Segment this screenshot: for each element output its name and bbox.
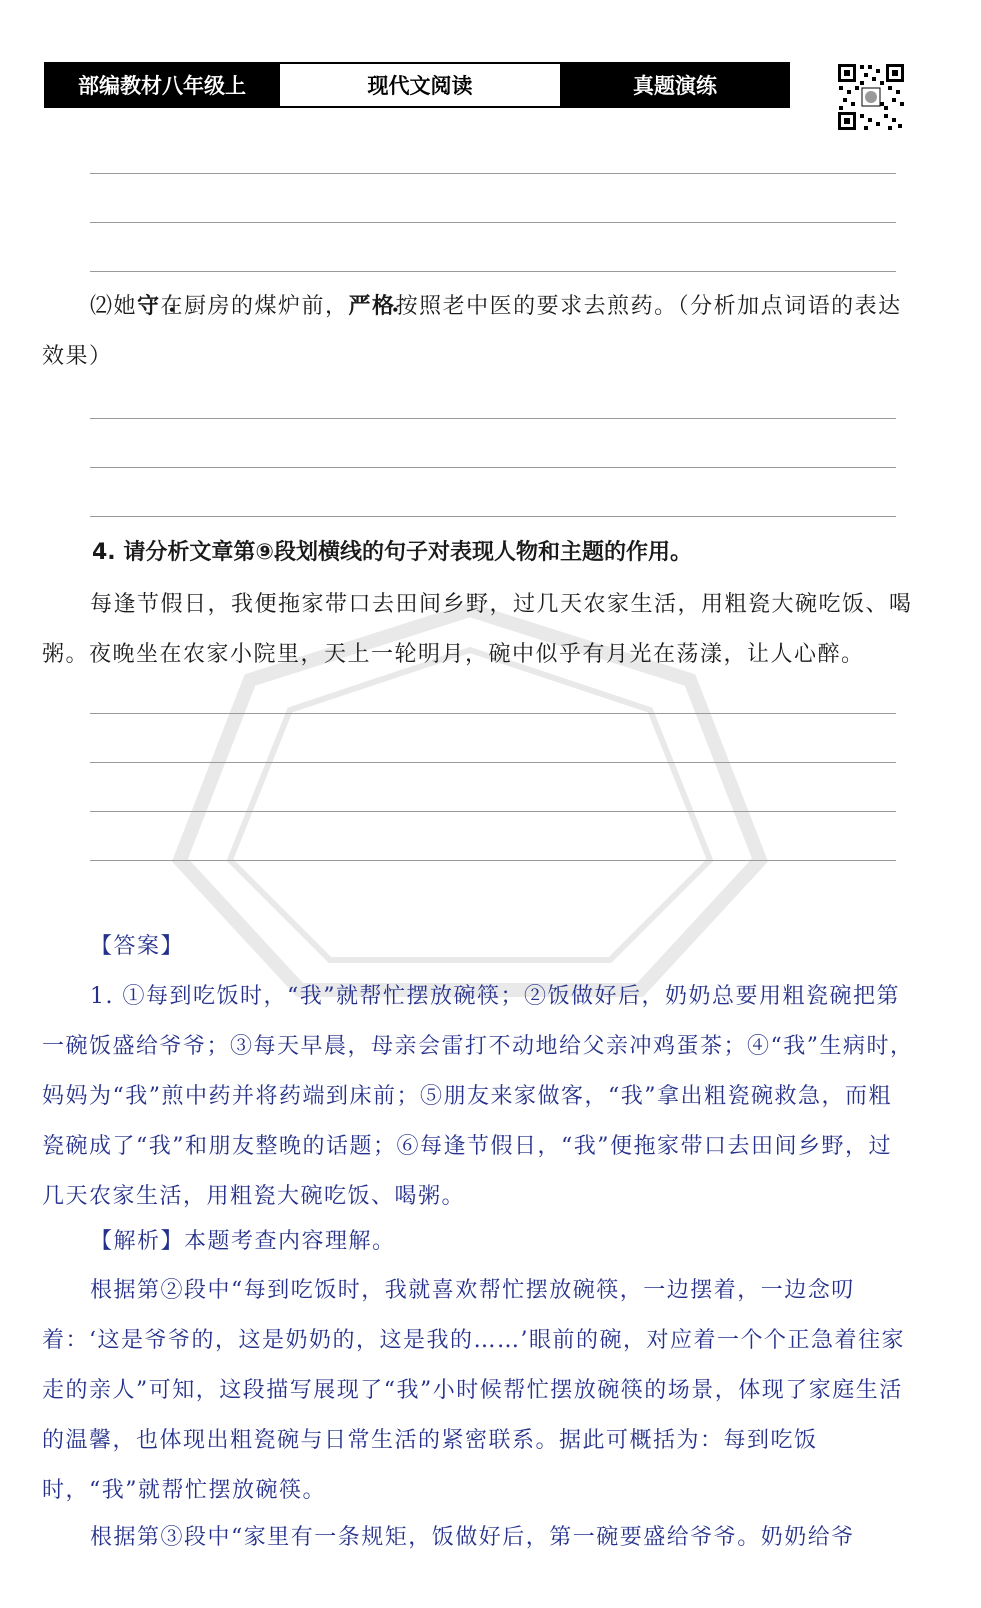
answer-line[interactable]	[90, 418, 896, 419]
header-textbook: 部编教材八年级上	[46, 64, 278, 106]
page-header	[44, 62, 790, 108]
question-4-title: 4. 请分析文章第⑨段划横线的句子对表现人物和主题的作用。	[92, 540, 692, 565]
answer-label: 【答案】	[90, 934, 185, 959]
dotted-word-shou: 守 •	[137, 293, 161, 319]
answer-line[interactable]	[90, 222, 896, 223]
header-practice: 真题演练	[562, 64, 788, 106]
question-4-quote: 每逢节假日，我便拖家带口去田间乡野，过几天农家生活，用粗瓷大碗吃饭、喝粥。夜晚坐在农家小院里，天上一轮明月，碗中似乎有月光在荡漾，让人心醉。	[42, 592, 913, 667]
answer-line[interactable]	[90, 271, 896, 272]
question-3-2: ⑵她守 •在厨房的煤炉前，严格 •按照老中医的要求去煎药。（分析加点词语的表达效果）	[42, 281, 914, 382]
analysis-paragraph-1: 根据第②段中“每到吃饭时，我就喜欢帮忙摆放碗筷，一边摆着，一边念叨着：‘这是爷爷的，这是奶奶的，这是我的……’眼前的碗，对应着一个个正急着往家走的亲人”可知，这段描写展现了“我”小时候帮忙摆放碗筷的场景，体现了家庭生活的温馨，也体现出粗瓷碗与日常生活的紧密联系。据此可概括为：每到吃饭时，“我”就帮忙摆放碗筷。	[42, 1278, 905, 1503]
analysis-label: 【解析】	[90, 1229, 185, 1254]
answer-line[interactable]	[90, 516, 896, 517]
qr-code-icon	[836, 62, 906, 132]
analysis-paragraph-2: 根据第③段中“家里有一条规矩，饭做好后，第一碗要盛给爷爷。奶奶给爷	[90, 1525, 855, 1550]
answer-line[interactable]	[90, 860, 896, 861]
answer-line[interactable]	[90, 713, 896, 714]
header-section: 现代文阅读	[278, 64, 562, 106]
answer-line[interactable]	[90, 762, 896, 763]
answer-1: 1. ①每到吃饭时，“我”就帮忙摆放碗筷；②饭做好后，奶奶总要用粗瓷碗把第一碗饭盛给爷爷；③每天早晨，母亲会雷打不动地给父亲冲鸡蛋茶；④“我”生病时，妈妈为“我”煎中药并将药端到床前；⑤朋友来家做客，“我”拿出粗瓷碗救急，而粗瓷碗成了“我”和朋友整晚的话题；⑥每逢节假日，“我”便拖家带口去田间乡野，过几天农家生活，用粗瓷大碗吃饭、喝粥。	[42, 984, 914, 1209]
answer-line[interactable]	[90, 467, 896, 468]
answer-line[interactable]	[90, 173, 896, 174]
analysis: 【解析】本题考查内容理解。	[90, 1229, 396, 1254]
dotted-word-yange: 严格 •	[349, 293, 396, 319]
answer-line[interactable]	[90, 811, 896, 812]
